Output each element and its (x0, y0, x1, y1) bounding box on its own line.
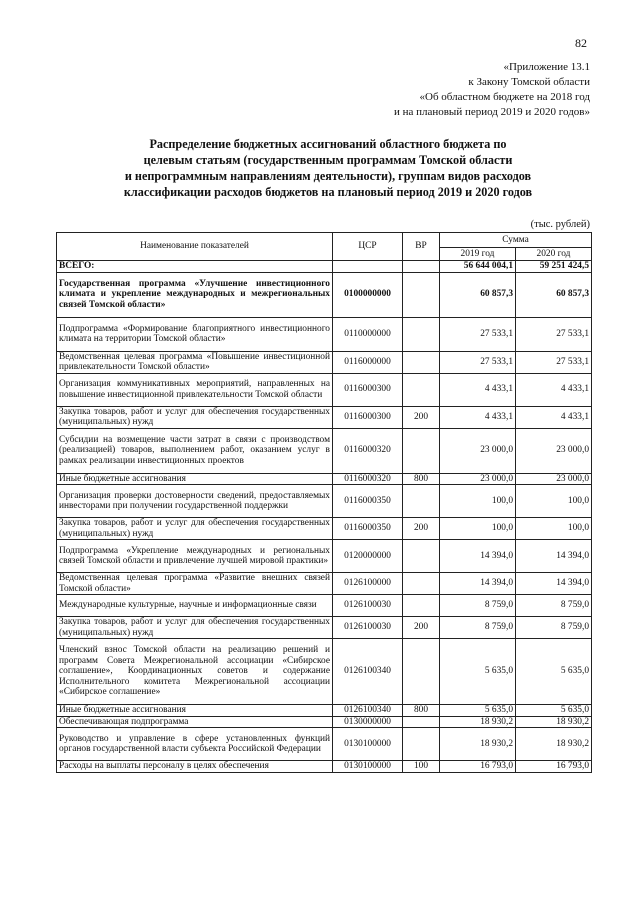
row-name-cell: Ведомственная целевая программа «Развитие внешних связей Томской области» (57, 573, 333, 595)
row-2019-cell: 4 433,1 (440, 373, 516, 406)
row-vr-cell (403, 573, 440, 595)
table-row (57, 272, 592, 317)
header-sum: Сумма (440, 233, 592, 248)
row-name-cell: Подпрограмма «Укрепление международных и региональных связей Томской области и привлечение лучшей мировой практики» (57, 540, 333, 573)
table-row (57, 317, 592, 351)
row-2019-cell: 5 635,0 (440, 639, 516, 705)
row-2020-cell: 100,0 (516, 485, 592, 518)
row-2019-cell: 18 930,2 (440, 728, 516, 761)
table-row (57, 540, 592, 573)
row-vr-cell (403, 728, 440, 761)
table-row (57, 261, 592, 273)
table-row (57, 351, 592, 373)
row-2020-cell: 4 433,1 (516, 373, 592, 406)
row-csr-cell: 0126100030 (333, 595, 403, 617)
row-vr-cell (403, 485, 440, 518)
row-csr-cell: 0126100030 (333, 617, 403, 639)
row-2020-cell: 100,0 (516, 518, 592, 540)
row-name-cell: Организация коммуникативных мероприятий, направленных на повышение инвестиционной привлекательности Томской области (57, 373, 333, 406)
row-2019-cell: 8 759,0 (440, 617, 516, 639)
row-name-cell: Иные бюджетные ассигнования (57, 473, 333, 485)
row-csr-cell: 0126100340 (333, 705, 403, 717)
row-2019-cell: 5 635,0 (440, 705, 516, 717)
row-csr-cell: 0116000300 (333, 373, 403, 406)
row-2020-cell: 5 635,0 (516, 705, 592, 717)
title-line: классификации расходов бюджетов на плановый период 2019 и 2020 годов (123, 185, 533, 199)
row-csr-cell: 0126100000 (333, 573, 403, 595)
row-name-cell: Закупка товаров, работ и услуг для обеспечения государственных (муниципальных) нужд (57, 406, 333, 428)
row-csr-cell: 0126100340 (333, 639, 403, 705)
row-2020-cell: 23 000,0 (516, 473, 592, 485)
row-csr-cell: 0116000320 (333, 473, 403, 485)
document-title (58, 136, 598, 200)
row-vr-cell: 800 (403, 473, 440, 485)
row-2019-cell: 4 433,1 (440, 406, 516, 428)
row-name-cell: Организация проверки достоверности сведений, предоставляемых инвесторами при получении государственной поддержки (57, 485, 333, 518)
row-2020-cell: 8 759,0 (516, 617, 592, 639)
table-row (57, 428, 592, 473)
row-vr-cell (403, 272, 440, 317)
row-name-cell: Расходы на выплаты персоналу в целях обеспечения (57, 761, 333, 773)
row-csr-cell: 0116000000 (333, 351, 403, 373)
row-csr-cell: 0116000320 (333, 428, 403, 473)
row-2020-cell: 18 930,2 (516, 728, 592, 761)
row-2019-cell: 27 533,1 (440, 351, 516, 373)
row-csr-cell: 0100000000 (333, 272, 403, 317)
row-csr-cell (333, 261, 403, 273)
row-name-cell: Членский взнос Томской области на реализацию решений и программ Совета Межрегиональной ассоциации «Сибирское соглашение», Координационных советов и содержание Исполнительного комитета Межрегиональной ассоциации «Сибирское соглашение» (57, 639, 333, 705)
table-row (57, 406, 592, 428)
table-row (57, 473, 592, 485)
row-2019-cell: 27 533,1 (440, 317, 516, 351)
row-vr-cell: 200 (403, 518, 440, 540)
header-vr: ВР (403, 233, 440, 261)
row-2019-cell: 60 857,3 (440, 272, 516, 317)
header-csr: ЦСР (333, 233, 403, 261)
row-2020-cell: 5 635,0 (516, 639, 592, 705)
row-2019-cell: 56 644 004,1 (440, 261, 516, 273)
table-row (57, 573, 592, 595)
row-2020-cell: 18 930,2 (516, 716, 592, 728)
row-name-cell: Иные бюджетные ассигнования (57, 705, 333, 717)
table-row (57, 716, 592, 728)
appendix-header (394, 60, 590, 120)
row-2019-cell: 100,0 (440, 518, 516, 540)
table-row (57, 728, 592, 761)
row-csr-cell: 0110000000 (333, 317, 403, 351)
row-2019-cell: 23 000,0 (440, 473, 516, 485)
header-2020: 2020 год (516, 248, 592, 261)
table-row (57, 705, 592, 717)
row-name-cell: Государственная программа «Улучшение инвестиционного климата и укрепление международных и межрегиональных связей Томской области» (57, 272, 333, 317)
appendix-line: «Приложение 13.1 (503, 61, 590, 73)
row-name-cell: Руководство и управление в сфере установленных функций органов государственной власти субъекта Российской Федерации (57, 728, 333, 761)
row-vr-cell (403, 373, 440, 406)
row-2019-cell: 14 394,0 (440, 573, 516, 595)
title-line: целевым статьям (государственным программам Томской области (143, 153, 513, 167)
table-row (57, 485, 592, 518)
appendix-line: и на плановый период 2019 и 2020 годов» (393, 106, 590, 118)
row-vr-cell (403, 317, 440, 351)
row-2020-cell: 4 433,1 (516, 406, 592, 428)
row-vr-cell (403, 540, 440, 573)
row-2019-cell: 8 759,0 (440, 595, 516, 617)
header-name: Наименование показателей (57, 233, 333, 261)
table-row (57, 617, 592, 639)
row-name-cell: ВСЕГО: (57, 261, 333, 273)
row-2019-cell: 16 793,0 (440, 761, 516, 773)
row-csr-cell: 0116000350 (333, 518, 403, 540)
row-vr-cell (403, 428, 440, 473)
row-name-cell: Ведомственная целевая программа «Повышение инвестиционной привлекательности Томской области» (57, 351, 333, 373)
row-2020-cell: 14 394,0 (516, 540, 592, 573)
row-2020-cell: 60 857,3 (516, 272, 592, 317)
row-2019-cell: 14 394,0 (440, 540, 516, 573)
row-2020-cell: 27 533,1 (516, 317, 592, 351)
units-label: (тыс. рублей) (530, 219, 590, 230)
row-2020-cell: 27 533,1 (516, 351, 592, 373)
table-body (57, 261, 592, 773)
row-csr-cell: 0116000300 (333, 406, 403, 428)
header-2019: 2019 год (440, 248, 516, 261)
budget-table (56, 232, 592, 773)
row-name-cell: Международные культурные, научные и информационные связи (57, 595, 333, 617)
table-row (57, 761, 592, 773)
table-row (57, 595, 592, 617)
row-name-cell: Подпрограмма «Формирование благоприятного инвестиционного климата на территории Томской области» (57, 317, 333, 351)
appendix-line: «Об областном бюджете на 2018 год (419, 91, 590, 103)
row-vr-cell: 800 (403, 705, 440, 717)
row-csr-cell: 0130100000 (333, 761, 403, 773)
row-2020-cell: 23 000,0 (516, 428, 592, 473)
table-row (57, 518, 592, 540)
table-row (57, 639, 592, 705)
row-2019-cell: 100,0 (440, 485, 516, 518)
row-2020-cell: 59 251 424,5 (516, 261, 592, 273)
row-2019-cell: 23 000,0 (440, 428, 516, 473)
row-name-cell: Субсидии на возмещение части затрат в связи с производством (реализацией) товаров, выполнением работ, оказанием услуг в рамках реализации инвестиционных проектов (57, 428, 333, 473)
row-vr-cell (403, 261, 440, 273)
appendix-line: к Закону Томской области (468, 76, 590, 88)
row-vr-cell: 200 (403, 406, 440, 428)
row-csr-cell: 0130100000 (333, 728, 403, 761)
row-vr-cell: 100 (403, 761, 440, 773)
title-line: и непрограммным направлениям деятельности), группам видов расходов (124, 169, 532, 183)
row-2020-cell: 8 759,0 (516, 595, 592, 617)
row-2019-cell: 18 930,2 (440, 716, 516, 728)
title-line: Распределение бюджетных ассигнований областного бюджета по (149, 137, 507, 151)
row-csr-cell: 0120000000 (333, 540, 403, 573)
row-2020-cell: 14 394,0 (516, 573, 592, 595)
row-csr-cell: 0116000350 (333, 485, 403, 518)
row-2020-cell: 16 793,0 (516, 761, 592, 773)
page-number: 82 (575, 36, 587, 50)
row-vr-cell: 200 (403, 617, 440, 639)
row-name-cell: Обеспечивающая подпрограмма (57, 716, 333, 728)
row-vr-cell (403, 595, 440, 617)
row-csr-cell: 0130000000 (333, 716, 403, 728)
table-row (57, 373, 592, 406)
row-name-cell: Закупка товаров, работ и услуг для обеспечения государственных (муниципальных) нужд (57, 518, 333, 540)
row-vr-cell (403, 351, 440, 373)
row-name-cell: Закупка товаров, работ и услуг для обеспечения государственных (муниципальных) нужд (57, 617, 333, 639)
row-vr-cell (403, 716, 440, 728)
row-vr-cell (403, 639, 440, 705)
